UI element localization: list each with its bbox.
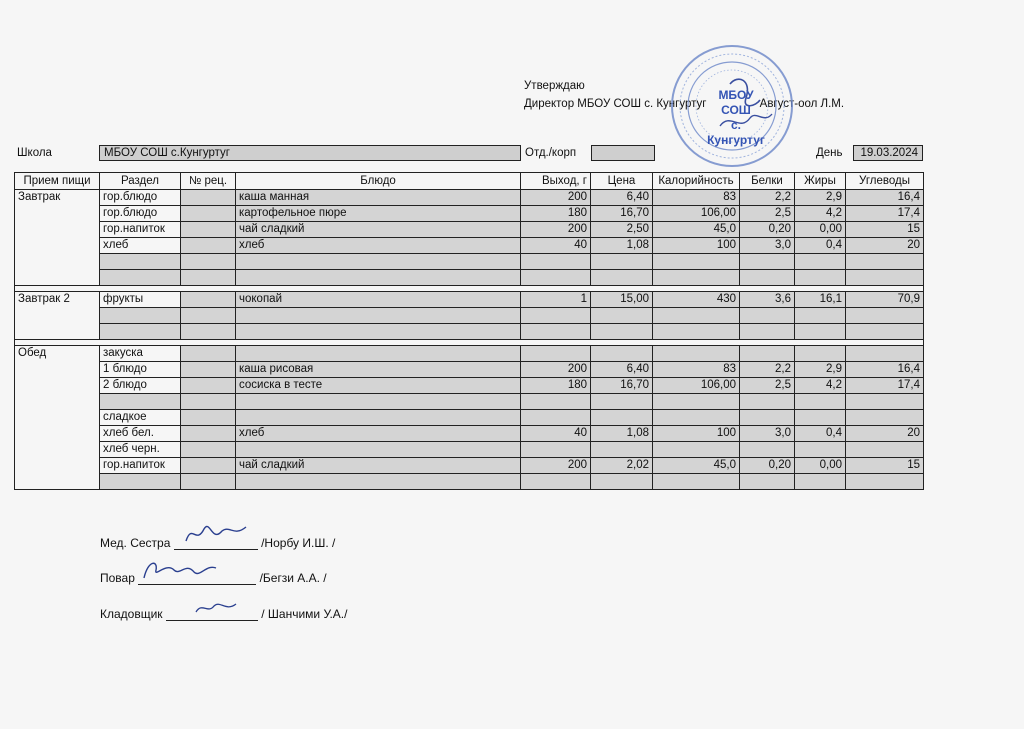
cell-fat: 16,1 xyxy=(795,292,846,308)
table-row xyxy=(15,458,924,474)
cell-carb: 70,9 xyxy=(846,292,924,308)
cell-prot xyxy=(740,474,795,490)
table-row xyxy=(15,474,924,490)
table-row xyxy=(15,206,924,222)
cell-section: гор.напиток xyxy=(100,222,181,238)
cell-price xyxy=(591,308,653,324)
cell-section xyxy=(100,474,181,490)
cell-dish xyxy=(236,270,521,286)
director-name: Август-оол Л.М. xyxy=(759,98,845,110)
cell-prot xyxy=(740,442,795,458)
cell-carb xyxy=(846,254,924,270)
cell-out: 180 xyxy=(521,206,591,222)
cell-out: 200 xyxy=(521,190,591,206)
cell-rec xyxy=(181,362,236,378)
cell-fat xyxy=(795,474,846,490)
cell-rec xyxy=(181,324,236,340)
signature-name: / Шанчими У.А./ xyxy=(261,607,348,621)
table-row xyxy=(15,346,924,362)
table-row xyxy=(15,238,924,254)
cell-price: 1,08 xyxy=(591,426,653,442)
table-row xyxy=(15,308,924,324)
col-header: Белки xyxy=(740,173,795,190)
cell-price: 16,70 xyxy=(591,206,653,222)
cell-dish xyxy=(236,324,521,340)
col-header: Блюдо xyxy=(236,173,521,190)
cell-fat xyxy=(795,442,846,458)
cell-dish xyxy=(236,394,521,410)
cell-rec xyxy=(181,410,236,426)
cell-rec xyxy=(181,238,236,254)
cell-carb xyxy=(846,474,924,490)
cell-section: 2 блюдо xyxy=(100,378,181,394)
col-header: Углеводы xyxy=(846,173,924,190)
cell-prot: 3,0 xyxy=(740,426,795,442)
cell-section: гор.блюдо xyxy=(100,206,181,222)
cell-carb xyxy=(846,394,924,410)
cell-section xyxy=(100,254,181,270)
cell-kcal: 430 xyxy=(653,292,740,308)
cell-prot xyxy=(740,410,795,426)
cell-price xyxy=(591,254,653,270)
cell-rec xyxy=(181,394,236,410)
cell-fat xyxy=(795,270,846,286)
cell-kcal: 83 xyxy=(653,190,740,206)
cell-fat xyxy=(795,308,846,324)
cell-out: 180 xyxy=(521,378,591,394)
signature-storekeeper xyxy=(100,606,347,621)
table-row xyxy=(15,270,924,286)
signature-cook xyxy=(100,570,327,585)
cell-carb: 16,4 xyxy=(846,362,924,378)
cell-price xyxy=(591,394,653,410)
col-header: Цена xyxy=(591,173,653,190)
cell-kcal xyxy=(653,394,740,410)
cell-prot xyxy=(740,346,795,362)
cell-price xyxy=(591,410,653,426)
cell-carb xyxy=(846,308,924,324)
signature-name: /Норбу И.Ш. / xyxy=(261,536,336,550)
cell-section: закуска xyxy=(100,346,181,362)
col-header: Прием пищи xyxy=(15,173,100,190)
cell-fat: 2,9 xyxy=(795,362,846,378)
cell-out xyxy=(521,254,591,270)
cell-section xyxy=(100,394,181,410)
cell-fat: 2,9 xyxy=(795,190,846,206)
day-field: 19.03.2024 xyxy=(853,145,923,161)
cell-section: 1 блюдо xyxy=(100,362,181,378)
cell-fat: 4,2 xyxy=(795,378,846,394)
cell-section xyxy=(100,270,181,286)
cell-section xyxy=(100,324,181,340)
signature-role: Мед. Сестра xyxy=(100,536,171,550)
stamp-line2: с. Кунгуртуг xyxy=(707,118,765,147)
cell-dish: каша манная xyxy=(236,190,521,206)
cell-prot: 0,20 xyxy=(740,458,795,474)
cell-prot: 2,2 xyxy=(740,362,795,378)
col-header: Калорийность xyxy=(653,173,740,190)
table-row xyxy=(15,426,924,442)
cell-rec xyxy=(181,474,236,490)
signature-scribble xyxy=(192,598,252,618)
cell-prot: 3,0 xyxy=(740,238,795,254)
cell-prot: 2,2 xyxy=(740,190,795,206)
cell-out xyxy=(521,346,591,362)
cell-fat: 0,4 xyxy=(795,426,846,442)
signature-role: Кладовщик xyxy=(100,607,163,621)
col-header: Раздел xyxy=(100,173,181,190)
cell-kcal xyxy=(653,308,740,324)
cell-kcal xyxy=(653,474,740,490)
cell-out xyxy=(521,324,591,340)
cell-out xyxy=(521,394,591,410)
cell-out xyxy=(521,270,591,286)
table-row xyxy=(15,410,924,426)
cell-dish: картофельное пюре xyxy=(236,206,521,222)
cell-out xyxy=(521,308,591,324)
cell-rec xyxy=(181,378,236,394)
cell-kcal: 45,0 xyxy=(653,222,740,238)
cell-prot: 0,20 xyxy=(740,222,795,238)
meal-cell: Завтрак xyxy=(15,190,100,286)
cell-section: гор.напиток xyxy=(100,458,181,474)
cell-dish xyxy=(236,442,521,458)
cell-price: 2,02 xyxy=(591,458,653,474)
cell-section xyxy=(100,308,181,324)
day-label: День xyxy=(816,147,843,159)
cell-rec xyxy=(181,190,236,206)
cell-carb: 15 xyxy=(846,458,924,474)
school-label: Школа xyxy=(17,147,52,159)
cell-carb: 20 xyxy=(846,426,924,442)
cell-rec xyxy=(181,458,236,474)
cell-carb: 20 xyxy=(846,238,924,254)
cell-price xyxy=(591,324,653,340)
cell-rec xyxy=(181,346,236,362)
signature-scribble xyxy=(140,556,230,582)
signature-line xyxy=(174,535,258,550)
cell-prot xyxy=(740,324,795,340)
table-row xyxy=(15,222,924,238)
cell-fat: 4,2 xyxy=(795,206,846,222)
director-text: Директор МБОУ СОШ с. Кунгуртуг xyxy=(524,98,707,110)
official-stamp xyxy=(660,40,810,173)
table-row xyxy=(15,394,924,410)
cell-section: гор.блюдо xyxy=(100,190,181,206)
cell-kcal: 100 xyxy=(653,238,740,254)
cell-kcal: 83 xyxy=(653,362,740,378)
table-row xyxy=(15,292,924,308)
cell-prot: 2,5 xyxy=(740,206,795,222)
cell-fat: 0,00 xyxy=(795,458,846,474)
cell-dish: чокопай xyxy=(236,292,521,308)
cell-prot: 3,6 xyxy=(740,292,795,308)
signature-name: /Бегзи А.А. / xyxy=(259,571,327,585)
cell-out xyxy=(521,410,591,426)
cell-fat: 0,00 xyxy=(795,222,846,238)
cell-rec xyxy=(181,426,236,442)
cell-kcal xyxy=(653,410,740,426)
cell-dish xyxy=(236,410,521,426)
cell-dish: каша рисовая xyxy=(236,362,521,378)
cell-dish: чай сладкий xyxy=(236,458,521,474)
signature-scribble xyxy=(182,521,252,547)
col-header: Выход, г xyxy=(521,173,591,190)
cell-fat xyxy=(795,410,846,426)
cell-fat xyxy=(795,254,846,270)
cell-rec xyxy=(181,292,236,308)
cell-price: 16,70 xyxy=(591,378,653,394)
school-field: МБОУ СОШ с.Кунгуртуг xyxy=(99,145,521,161)
table-row xyxy=(15,378,924,394)
menu-body xyxy=(15,190,924,490)
cell-out: 40 xyxy=(521,426,591,442)
cell-rec xyxy=(181,254,236,270)
cell-price xyxy=(591,474,653,490)
cell-fat xyxy=(795,394,846,410)
cell-rec xyxy=(181,206,236,222)
cell-prot xyxy=(740,394,795,410)
cell-kcal: 45,0 xyxy=(653,458,740,474)
cell-rec xyxy=(181,222,236,238)
cell-section: хлеб бел. xyxy=(100,426,181,442)
table-row xyxy=(15,254,924,270)
menu-table xyxy=(14,172,924,490)
cell-rec xyxy=(181,270,236,286)
cell-price xyxy=(591,346,653,362)
table-row xyxy=(15,324,924,340)
cell-section: сладкое xyxy=(100,410,181,426)
cell-carb: 17,4 xyxy=(846,206,924,222)
cell-dish xyxy=(236,346,521,362)
cell-dish: чай сладкий xyxy=(236,222,521,238)
cell-dish: хлеб xyxy=(236,426,521,442)
cell-out: 200 xyxy=(521,362,591,378)
signature-nurse xyxy=(100,535,335,550)
cell-out: 200 xyxy=(521,222,591,238)
cell-out: 1 xyxy=(521,292,591,308)
signature-role: Повар xyxy=(100,571,135,585)
cell-rec xyxy=(181,442,236,458)
signature-line xyxy=(166,606,258,621)
meal-cell: Завтрак 2 xyxy=(15,292,100,340)
cell-kcal xyxy=(653,324,740,340)
cell-kcal: 106,00 xyxy=(653,206,740,222)
cell-carb: 16,4 xyxy=(846,190,924,206)
cell-kcal: 100 xyxy=(653,426,740,442)
cell-prot xyxy=(740,308,795,324)
cell-kcal xyxy=(653,270,740,286)
cell-kcal xyxy=(653,254,740,270)
approve-word: Утверждаю xyxy=(524,80,585,92)
cell-price xyxy=(591,270,653,286)
cell-carb: 17,4 xyxy=(846,378,924,394)
cell-rec xyxy=(181,308,236,324)
cell-out: 200 xyxy=(521,458,591,474)
cell-fat xyxy=(795,346,846,362)
cell-dish xyxy=(236,254,521,270)
cell-price: 6,40 xyxy=(591,190,653,206)
cell-section: хлеб xyxy=(100,238,181,254)
cell-carb xyxy=(846,324,924,340)
table-row xyxy=(15,190,924,206)
cell-fat: 0,4 xyxy=(795,238,846,254)
cell-carb xyxy=(846,442,924,458)
cell-price: 2,50 xyxy=(591,222,653,238)
cell-prot xyxy=(740,254,795,270)
table-row xyxy=(15,362,924,378)
cell-kcal xyxy=(653,346,740,362)
cell-dish: хлеб xyxy=(236,238,521,254)
dept-label: Отд./корп xyxy=(525,147,577,159)
col-header: № рец. xyxy=(181,173,236,190)
cell-prot xyxy=(740,270,795,286)
cell-out: 40 xyxy=(521,238,591,254)
cell-section: фрукты xyxy=(100,292,181,308)
cell-price: 6,40 xyxy=(591,362,653,378)
cell-carb xyxy=(846,410,924,426)
col-header: Жиры xyxy=(795,173,846,190)
dept-field xyxy=(591,145,655,161)
cell-out xyxy=(521,442,591,458)
cell-price: 1,08 xyxy=(591,238,653,254)
cell-fat xyxy=(795,324,846,340)
table-header xyxy=(15,173,924,190)
cell-price xyxy=(591,442,653,458)
cell-dish xyxy=(236,308,521,324)
cell-dish xyxy=(236,474,521,490)
meal-cell: Обед xyxy=(15,346,100,490)
cell-prot: 2,5 xyxy=(740,378,795,394)
cell-carb xyxy=(846,270,924,286)
cell-out xyxy=(521,474,591,490)
cell-section: хлеб черн. xyxy=(100,442,181,458)
cell-carb xyxy=(846,346,924,362)
cell-kcal: 106,00 xyxy=(653,378,740,394)
signature-line xyxy=(138,570,256,585)
cell-dish: сосиска в тесте xyxy=(236,378,521,394)
cell-kcal xyxy=(653,442,740,458)
cell-price: 15,00 xyxy=(591,292,653,308)
table-row xyxy=(15,442,924,458)
cell-carb: 15 xyxy=(846,222,924,238)
stamp-line1: МБОУ СОШ xyxy=(718,88,754,117)
